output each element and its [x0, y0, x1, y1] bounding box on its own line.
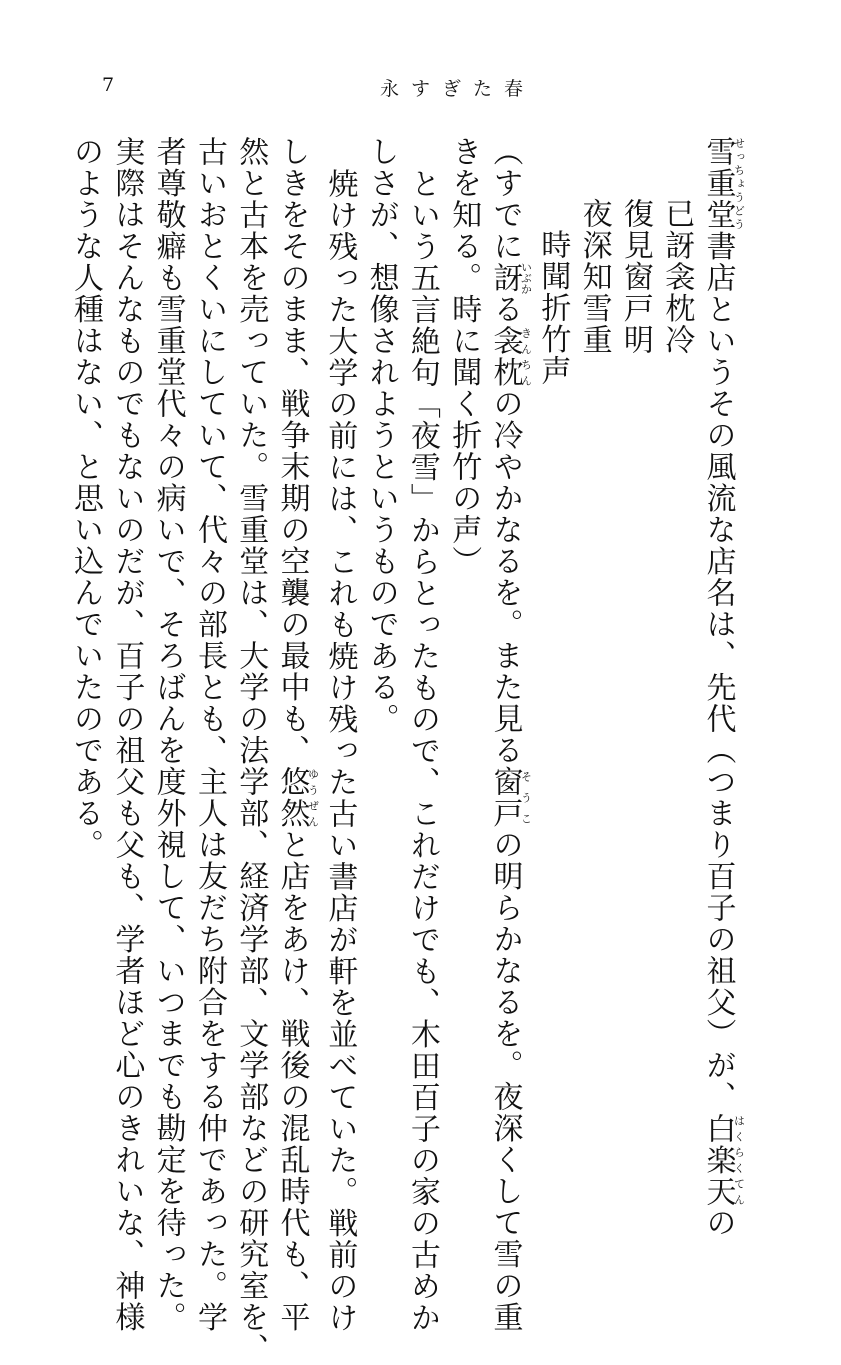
text-run: と店をあけ、戦後の混乱時代も、平: [274, 829, 310, 1333]
text-line: [271, 136, 320, 1333]
text-run: 時聞折竹声: [535, 229, 571, 387]
text-run: の冷やかなるを。また見る: [487, 388, 523, 766]
text-line: [360, 136, 401, 1136]
text-line: [402, 136, 443, 1334]
ruby-annotated-word: [274, 766, 320, 829]
text-run: しきをそのまま、戦争末期の空襲の最中も、: [274, 136, 310, 766]
text-run: 書店というその風流な店名は、先代（つまり百子の祖父）が、: [700, 230, 736, 1113]
ruby-annotated-word: [700, 136, 746, 231]
ruby-annotated-word: [487, 766, 533, 829]
page-number: 7: [102, 74, 115, 96]
text-line: [319, 136, 360, 1334]
ruby-reading: ゆうぜん: [306, 766, 320, 829]
text-run: 実際はそんなものでもないのだが、百子の祖父も父も、学者ほど心のきれいな、神様: [109, 136, 145, 1333]
text-run: 焼け残った大学の前には、これも焼け残った古い書店が軒を並べていた。戦前のけ: [322, 168, 358, 1334]
text-run: 夜深知雪重: [576, 198, 612, 356]
text-line: [484, 136, 533, 1333]
ruby-annotated-word: [700, 1112, 746, 1208]
text-run: （すでに: [487, 136, 523, 262]
text-line: [532, 136, 573, 1136]
ruby-reading: きんちん: [519, 325, 533, 388]
ruby-base: 悠然: [274, 766, 310, 829]
ruby-reading: せっちょうどう: [732, 136, 746, 231]
text-line: [189, 136, 230, 1333]
ruby-reading: そうこ: [519, 766, 533, 829]
text-line: [697, 136, 746, 1239]
page-header: [0, 74, 841, 104]
running-title: 永すぎた春: [380, 78, 536, 100]
text-line: [573, 136, 614, 1136]
text-run: しさが、想像されようというものである。: [363, 136, 399, 735]
ruby-base: 衾枕: [487, 325, 523, 388]
text-run: のような人種はない、と思い込んでいたのである。: [68, 136, 104, 861]
text-line: [615, 136, 656, 1136]
ruby-base: 窗戸: [487, 766, 523, 829]
ruby-base: 雪重堂: [700, 136, 736, 231]
text-run: 古いおとくいにしていて、代々の部長とも、主人は友だち附合をする仲であった。学: [191, 136, 227, 1333]
ruby-base: 訝: [487, 261, 523, 295]
ruby-reading: はくらくてん: [732, 1112, 746, 1207]
text-run: という五言絶句「夜雪」からとったもので、これだけでも、木田百子の家の古めか: [404, 168, 440, 1334]
text-run: の明らかなるを。夜深くして雪の重: [487, 829, 523, 1333]
text-run: 復見窗戸明: [617, 198, 653, 356]
text-run: 然と古本を売っていた。雪重堂は、大学の法学部、経済学部、文学部などの研究室を、: [233, 136, 269, 1365]
text-line: [65, 136, 106, 1136]
text-run: きを知る。時に聞く折竹の声）: [446, 136, 482, 577]
vertical-body-text: [68, 136, 746, 1365]
ruby-annotated-word: [487, 325, 533, 388]
text-line: [106, 136, 147, 1333]
text-line: [443, 136, 484, 1136]
text-line: [656, 136, 697, 1136]
text-run: る: [487, 293, 523, 325]
text-run: 已訝衾枕冷: [659, 198, 695, 356]
text-line: [147, 136, 188, 1333]
ruby-annotated-word: [487, 261, 533, 295]
text-run: の: [700, 1207, 736, 1239]
ruby-base: 白楽天: [700, 1112, 736, 1207]
text-line: [230, 136, 271, 1365]
text-run: 者尊敬癖も雪重堂代々の病いで、そろばんを度外視して、いつまでも勘定を待った。: [150, 136, 186, 1333]
ruby-reading: いぶか: [519, 261, 533, 295]
